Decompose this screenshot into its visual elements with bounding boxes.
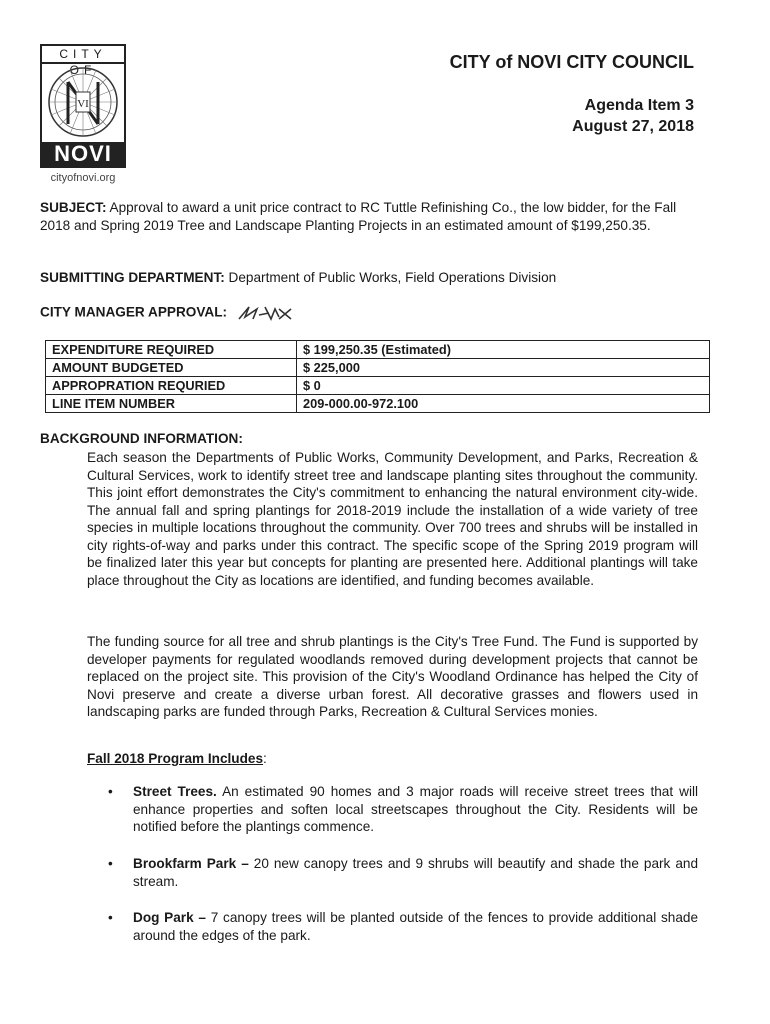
table-row xyxy=(46,395,710,413)
signature-icon xyxy=(235,303,295,323)
logo-frame xyxy=(40,44,126,168)
table-cell-value: $ 199,250.35 (Estimated) xyxy=(297,341,710,359)
table-row xyxy=(46,341,710,359)
list-item-text: 20 new canopy trees and 9 shrubs will beautify and shade the park and stream. xyxy=(133,856,699,889)
table-cell-label: AMOUNT BUDGETED xyxy=(46,359,297,377)
city-logo xyxy=(40,44,128,184)
table-cell-value: 209-000.00-972.100 xyxy=(297,395,710,413)
agenda-item: Agenda Item 3 xyxy=(584,97,694,114)
bullet-icon: • xyxy=(108,784,113,799)
department-label: SUBMITTING DEPARTMENT: xyxy=(40,270,225,285)
department-section xyxy=(40,269,698,287)
fall-program-heading xyxy=(87,751,267,766)
table-cell-value: $ 225,000 xyxy=(297,359,710,377)
list-item-title: Brookfarm Park – xyxy=(133,856,249,871)
logo-novi: NOVI xyxy=(42,142,124,166)
list-item xyxy=(108,855,698,890)
background-heading: BACKGROUND INFORMATION: xyxy=(40,431,243,446)
table-row xyxy=(46,359,710,377)
bullet-icon: • xyxy=(108,856,113,871)
logo-emblem-icon xyxy=(42,62,124,142)
subject-label: SUBJECT: xyxy=(40,200,107,215)
bullet-icon: • xyxy=(108,910,113,925)
department-text: Department of Public Works, Field Operations Division xyxy=(228,270,557,285)
page-title: CITY of NOVI CITY COUNCIL xyxy=(449,52,694,72)
table-cell-value: $ 0 xyxy=(297,377,710,395)
budget-table xyxy=(45,340,710,413)
logo-url: cityofnovi.org xyxy=(50,172,116,184)
table-cell-label: LINE ITEM NUMBER xyxy=(46,395,297,413)
svg-text:VI: VI xyxy=(77,98,89,110)
list-item-text: An estimated 90 homes and 3 major roads will receive street trees that will enhance properties and soften local streetscapes throughout the City. Residents will be notified before the plantings commence. xyxy=(133,784,699,834)
list-item xyxy=(108,783,698,836)
agenda-date: August 27, 2018 xyxy=(572,118,694,135)
background-paragraph-1: Each season the Departments of Public Works, Community Development, and Parks, Recreation & Cultural Services, work to identify street tree and landscape planting sites throughout the community. This joint effort demonstrates the City's commitment to enhancing the natural environment city-wide. The annual fall and spring plantings for 2018-2019 include the installation of a wide variety of tree species in multiple locations throughout the community. Over 700 trees and shrubs will be installed in city rights-of-way and parks under this contract. The specific scope of the Spring 2019 program will be finalized later this year but concepts for planting are presented here. Additional plantings will take place throughout the City as locations are identified, and funding becomes available. xyxy=(87,450,698,588)
logo-city-of: CITY OF xyxy=(42,46,124,64)
list-item-title: Dog Park – xyxy=(133,910,206,925)
manager-approval xyxy=(40,303,698,323)
subject-section xyxy=(40,199,698,234)
list-item-text: 7 canopy trees will be planted outside of the fences to provide additional shade around the edges of the park. xyxy=(133,910,699,943)
manager-label: CITY MANAGER APPROVAL: xyxy=(40,304,228,320)
list-item xyxy=(108,909,698,944)
background-paragraph-2: The funding source for all tree and shrub plantings is the City's Tree Fund. The Fund is supported by developer payments for regulated woodlands removed during development projects that cannot be replaced on the project site. This provision of the City's Woodland Ordinance has helped the City of Novi preserve and create a diverse urban forest. All decorative grasses and flowers used in landscaping parks are funded through Parks, Recreation & Cultural Services monies. xyxy=(87,634,698,719)
agenda-info xyxy=(572,95,694,137)
list-item-title: Street Trees. xyxy=(133,784,217,799)
table-cell-label: APPROPRATION REQURIED xyxy=(46,377,297,395)
subject-text: Approval to award a unit price contract to RC Tuttle Refinishing Co., the low bidder, for the Fall 2018 and Spring 2019 Tree and Landscape Planting Projects in an estimated amount of $199,250.35. xyxy=(40,200,677,233)
fall-program-title: Fall 2018 Program Includes xyxy=(87,751,264,766)
fall-program-colon: : xyxy=(263,751,267,766)
table-row xyxy=(46,377,710,395)
table-cell-label: EXPENDITURE REQUIRED xyxy=(46,341,297,359)
